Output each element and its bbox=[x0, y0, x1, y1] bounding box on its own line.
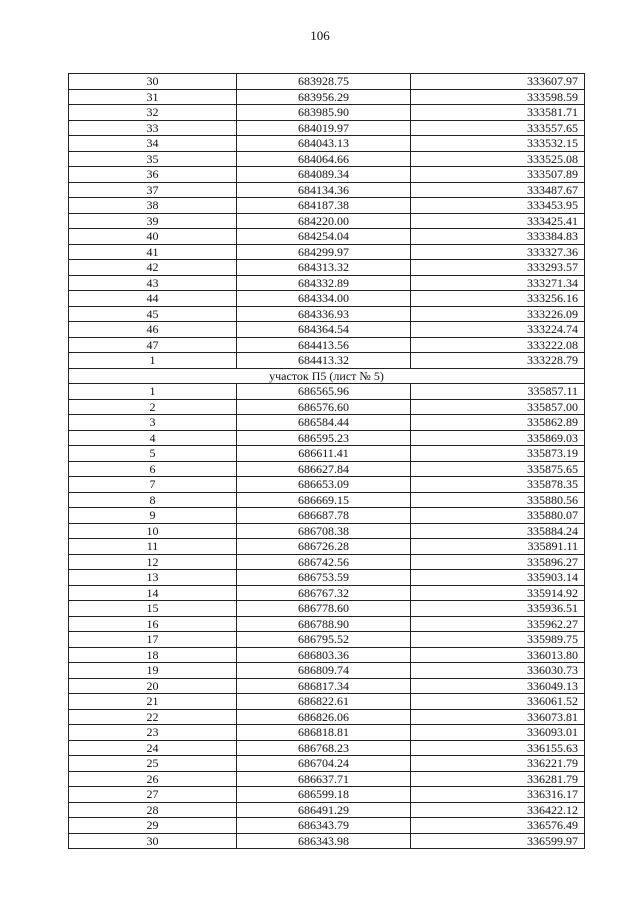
y-coordinate-cell: 333384.83 bbox=[411, 229, 585, 245]
point-number-cell: 3 bbox=[69, 415, 237, 431]
x-coordinate-cell: 684064.66 bbox=[237, 151, 411, 167]
y-coordinate-cell: 336576.49 bbox=[411, 818, 585, 834]
x-coordinate-cell: 686778.60 bbox=[237, 601, 411, 617]
point-number-cell: 41 bbox=[69, 244, 237, 260]
y-coordinate-cell: 335891.11 bbox=[411, 539, 585, 555]
x-coordinate-cell: 686343.98 bbox=[237, 833, 411, 849]
y-coordinate-cell: 335914.92 bbox=[411, 585, 585, 601]
table-row bbox=[69, 756, 585, 772]
table-row bbox=[69, 229, 585, 245]
y-coordinate-cell: 335862.89 bbox=[411, 415, 585, 431]
point-number-cell: 12 bbox=[69, 554, 237, 570]
table-row bbox=[69, 337, 585, 353]
table-row bbox=[69, 167, 585, 183]
point-number-cell: 26 bbox=[69, 771, 237, 787]
x-coordinate-cell: 684043.13 bbox=[237, 136, 411, 152]
point-number-cell: 45 bbox=[69, 306, 237, 322]
x-coordinate-cell: 683985.90 bbox=[237, 105, 411, 121]
point-number-cell: 31 bbox=[69, 89, 237, 105]
section-label: участок П5 (лист № 5) bbox=[69, 368, 585, 384]
x-coordinate-cell: 684220.00 bbox=[237, 213, 411, 229]
table-row bbox=[69, 213, 585, 229]
y-coordinate-cell: 333453.95 bbox=[411, 198, 585, 214]
point-number-cell: 24 bbox=[69, 740, 237, 756]
point-number-cell: 28 bbox=[69, 802, 237, 818]
x-coordinate-cell: 686599.18 bbox=[237, 787, 411, 803]
x-coordinate-cell: 686611.41 bbox=[237, 446, 411, 462]
table-row bbox=[69, 771, 585, 787]
table-row bbox=[69, 105, 585, 121]
x-coordinate-cell: 686809.74 bbox=[237, 663, 411, 679]
y-coordinate-cell: 333557.65 bbox=[411, 120, 585, 136]
y-coordinate-cell: 335880.07 bbox=[411, 508, 585, 524]
x-coordinate-cell: 683956.29 bbox=[237, 89, 411, 105]
x-coordinate-cell: 684336.93 bbox=[237, 306, 411, 322]
table-row bbox=[69, 818, 585, 834]
table-row bbox=[69, 353, 585, 369]
table-row bbox=[69, 89, 585, 105]
y-coordinate-cell: 336599.97 bbox=[411, 833, 585, 849]
x-coordinate-cell: 686803.36 bbox=[237, 647, 411, 663]
point-number-cell: 32 bbox=[69, 105, 237, 121]
x-coordinate-cell: 684334.00 bbox=[237, 291, 411, 307]
x-coordinate-cell: 686565.96 bbox=[237, 384, 411, 400]
table-row bbox=[69, 198, 585, 214]
point-number-cell: 43 bbox=[69, 275, 237, 291]
point-number-cell: 30 bbox=[69, 74, 237, 90]
point-number-cell: 4 bbox=[69, 430, 237, 446]
y-coordinate-cell: 333222.08 bbox=[411, 337, 585, 353]
table-row bbox=[69, 275, 585, 291]
coordinates-table-body bbox=[69, 74, 585, 849]
point-number-cell: 5 bbox=[69, 446, 237, 462]
x-coordinate-cell: 686788.90 bbox=[237, 616, 411, 632]
table-row bbox=[69, 384, 585, 400]
point-number-cell: 37 bbox=[69, 182, 237, 198]
table-row bbox=[69, 492, 585, 508]
x-coordinate-cell: 686726.28 bbox=[237, 539, 411, 555]
point-number-cell: 27 bbox=[69, 787, 237, 803]
table-row bbox=[69, 554, 585, 570]
table-row bbox=[69, 725, 585, 741]
point-number-cell: 33 bbox=[69, 120, 237, 136]
y-coordinate-cell: 333293.57 bbox=[411, 260, 585, 276]
x-coordinate-cell: 686687.78 bbox=[237, 508, 411, 524]
point-number-cell: 42 bbox=[69, 260, 237, 276]
table-row bbox=[69, 570, 585, 586]
point-number-cell: 23 bbox=[69, 725, 237, 741]
x-coordinate-cell: 684134.36 bbox=[237, 182, 411, 198]
table-row bbox=[69, 585, 585, 601]
y-coordinate-cell: 333487.67 bbox=[411, 182, 585, 198]
x-coordinate-cell: 686584.44 bbox=[237, 415, 411, 431]
y-coordinate-cell: 333327.36 bbox=[411, 244, 585, 260]
section-header-row bbox=[69, 368, 585, 384]
table-row bbox=[69, 802, 585, 818]
table-row bbox=[69, 461, 585, 477]
y-coordinate-cell: 333228.79 bbox=[411, 353, 585, 369]
table-row bbox=[69, 260, 585, 276]
x-coordinate-cell: 686637.71 bbox=[237, 771, 411, 787]
table-row bbox=[69, 647, 585, 663]
point-number-cell: 1 bbox=[69, 384, 237, 400]
x-coordinate-cell: 686576.60 bbox=[237, 399, 411, 415]
point-number-cell: 17 bbox=[69, 632, 237, 648]
table-row bbox=[69, 678, 585, 694]
page-number: 106 bbox=[310, 28, 330, 43]
table-row bbox=[69, 244, 585, 260]
table-row bbox=[69, 539, 585, 555]
y-coordinate-cell: 336316.17 bbox=[411, 787, 585, 803]
table-row bbox=[69, 694, 585, 710]
y-coordinate-cell: 333224.74 bbox=[411, 322, 585, 338]
y-coordinate-cell: 333581.71 bbox=[411, 105, 585, 121]
y-coordinate-cell: 336155.63 bbox=[411, 740, 585, 756]
y-coordinate-cell: 333532.15 bbox=[411, 136, 585, 152]
y-coordinate-cell: 335857.00 bbox=[411, 399, 585, 415]
x-coordinate-cell: 683928.75 bbox=[237, 74, 411, 90]
y-coordinate-cell: 335857.11 bbox=[411, 384, 585, 400]
x-coordinate-cell: 684019.97 bbox=[237, 120, 411, 136]
x-coordinate-cell: 686343.79 bbox=[237, 818, 411, 834]
table-row bbox=[69, 306, 585, 322]
point-number-cell: 22 bbox=[69, 709, 237, 725]
point-number-cell: 15 bbox=[69, 601, 237, 617]
table-row bbox=[69, 182, 585, 198]
point-number-cell: 8 bbox=[69, 492, 237, 508]
point-number-cell: 46 bbox=[69, 322, 237, 338]
table-row bbox=[69, 601, 585, 617]
y-coordinate-cell: 336281.79 bbox=[411, 771, 585, 787]
point-number-cell: 6 bbox=[69, 461, 237, 477]
y-coordinate-cell: 335989.75 bbox=[411, 632, 585, 648]
x-coordinate-cell: 686704.24 bbox=[237, 756, 411, 772]
table-row bbox=[69, 508, 585, 524]
table-row bbox=[69, 291, 585, 307]
y-coordinate-cell: 335884.24 bbox=[411, 523, 585, 539]
y-coordinate-cell: 335875.65 bbox=[411, 461, 585, 477]
y-coordinate-cell: 335962.27 bbox=[411, 616, 585, 632]
table-row bbox=[69, 833, 585, 849]
point-number-cell: 11 bbox=[69, 539, 237, 555]
y-coordinate-cell: 335903.14 bbox=[411, 570, 585, 586]
x-coordinate-cell: 686491.29 bbox=[237, 802, 411, 818]
x-coordinate-cell: 686742.56 bbox=[237, 554, 411, 570]
y-coordinate-cell: 333507.89 bbox=[411, 167, 585, 183]
x-coordinate-cell: 686669.15 bbox=[237, 492, 411, 508]
table-row bbox=[69, 446, 585, 462]
point-number-cell: 36 bbox=[69, 167, 237, 183]
y-coordinate-cell: 336221.79 bbox=[411, 756, 585, 772]
y-coordinate-cell: 335896.27 bbox=[411, 554, 585, 570]
table-row bbox=[69, 740, 585, 756]
table-row bbox=[69, 787, 585, 803]
x-coordinate-cell: 684089.34 bbox=[237, 167, 411, 183]
y-coordinate-cell: 333271.34 bbox=[411, 275, 585, 291]
y-coordinate-cell: 335880.56 bbox=[411, 492, 585, 508]
x-coordinate-cell: 686595.23 bbox=[237, 430, 411, 446]
point-number-cell: 35 bbox=[69, 151, 237, 167]
table-row bbox=[69, 663, 585, 679]
point-number-cell: 10 bbox=[69, 523, 237, 539]
x-coordinate-cell: 684413.56 bbox=[237, 337, 411, 353]
point-number-cell: 9 bbox=[69, 508, 237, 524]
y-coordinate-cell: 336073.81 bbox=[411, 709, 585, 725]
point-number-cell: 40 bbox=[69, 229, 237, 245]
point-number-cell: 20 bbox=[69, 678, 237, 694]
table-row bbox=[69, 616, 585, 632]
x-coordinate-cell: 686818.81 bbox=[237, 725, 411, 741]
coordinates-table bbox=[68, 73, 585, 849]
y-coordinate-cell: 335869.03 bbox=[411, 430, 585, 446]
x-coordinate-cell: 686795.52 bbox=[237, 632, 411, 648]
x-coordinate-cell: 684413.32 bbox=[237, 353, 411, 369]
x-coordinate-cell: 686627.84 bbox=[237, 461, 411, 477]
x-coordinate-cell: 684364.54 bbox=[237, 322, 411, 338]
point-number-cell: 21 bbox=[69, 694, 237, 710]
x-coordinate-cell: 684332.89 bbox=[237, 275, 411, 291]
point-number-cell: 34 bbox=[69, 136, 237, 152]
point-number-cell: 47 bbox=[69, 337, 237, 353]
x-coordinate-cell: 686753.59 bbox=[237, 570, 411, 586]
x-coordinate-cell: 684313.32 bbox=[237, 260, 411, 276]
y-coordinate-cell: 336061.52 bbox=[411, 694, 585, 710]
point-number-cell: 30 bbox=[69, 833, 237, 849]
y-coordinate-cell: 335936.51 bbox=[411, 601, 585, 617]
table-row bbox=[69, 120, 585, 136]
point-number-cell: 44 bbox=[69, 291, 237, 307]
point-number-cell: 29 bbox=[69, 818, 237, 834]
table-row bbox=[69, 415, 585, 431]
x-coordinate-cell: 686817.34 bbox=[237, 678, 411, 694]
point-number-cell: 2 bbox=[69, 399, 237, 415]
table-row bbox=[69, 136, 585, 152]
y-coordinate-cell: 333425.41 bbox=[411, 213, 585, 229]
x-coordinate-cell: 684254.04 bbox=[237, 229, 411, 245]
table-row bbox=[69, 322, 585, 338]
y-coordinate-cell: 333525.08 bbox=[411, 151, 585, 167]
y-coordinate-cell: 336013.80 bbox=[411, 647, 585, 663]
x-coordinate-cell: 684187.38 bbox=[237, 198, 411, 214]
point-number-cell: 18 bbox=[69, 647, 237, 663]
table-row bbox=[69, 523, 585, 539]
y-coordinate-cell: 336030.73 bbox=[411, 663, 585, 679]
point-number-cell: 1 bbox=[69, 353, 237, 369]
table-row bbox=[69, 632, 585, 648]
y-coordinate-cell: 333256.16 bbox=[411, 291, 585, 307]
y-coordinate-cell: 335873.19 bbox=[411, 446, 585, 462]
table-row bbox=[69, 399, 585, 415]
x-coordinate-cell: 684299.97 bbox=[237, 244, 411, 260]
table-row bbox=[69, 74, 585, 90]
x-coordinate-cell: 686822.61 bbox=[237, 694, 411, 710]
x-coordinate-cell: 686708.38 bbox=[237, 523, 411, 539]
point-number-cell: 25 bbox=[69, 756, 237, 772]
point-number-cell: 14 bbox=[69, 585, 237, 601]
y-coordinate-cell: 333226.09 bbox=[411, 306, 585, 322]
table-row bbox=[69, 709, 585, 725]
table-row bbox=[69, 151, 585, 167]
point-number-cell: 19 bbox=[69, 663, 237, 679]
point-number-cell: 38 bbox=[69, 198, 237, 214]
point-number-cell: 7 bbox=[69, 477, 237, 493]
point-number-cell: 39 bbox=[69, 213, 237, 229]
y-coordinate-cell: 336093.01 bbox=[411, 725, 585, 741]
table-row bbox=[69, 477, 585, 493]
y-coordinate-cell: 336049.13 bbox=[411, 678, 585, 694]
y-coordinate-cell: 336422.12 bbox=[411, 802, 585, 818]
x-coordinate-cell: 686826.06 bbox=[237, 709, 411, 725]
y-coordinate-cell: 335878.35 bbox=[411, 477, 585, 493]
point-number-cell: 13 bbox=[69, 570, 237, 586]
y-coordinate-cell: 333607.97 bbox=[411, 74, 585, 90]
y-coordinate-cell: 333598.59 bbox=[411, 89, 585, 105]
point-number-cell: 16 bbox=[69, 616, 237, 632]
x-coordinate-cell: 686768.23 bbox=[237, 740, 411, 756]
x-coordinate-cell: 686653.09 bbox=[237, 477, 411, 493]
table-row bbox=[69, 430, 585, 446]
x-coordinate-cell: 686767.32 bbox=[237, 585, 411, 601]
